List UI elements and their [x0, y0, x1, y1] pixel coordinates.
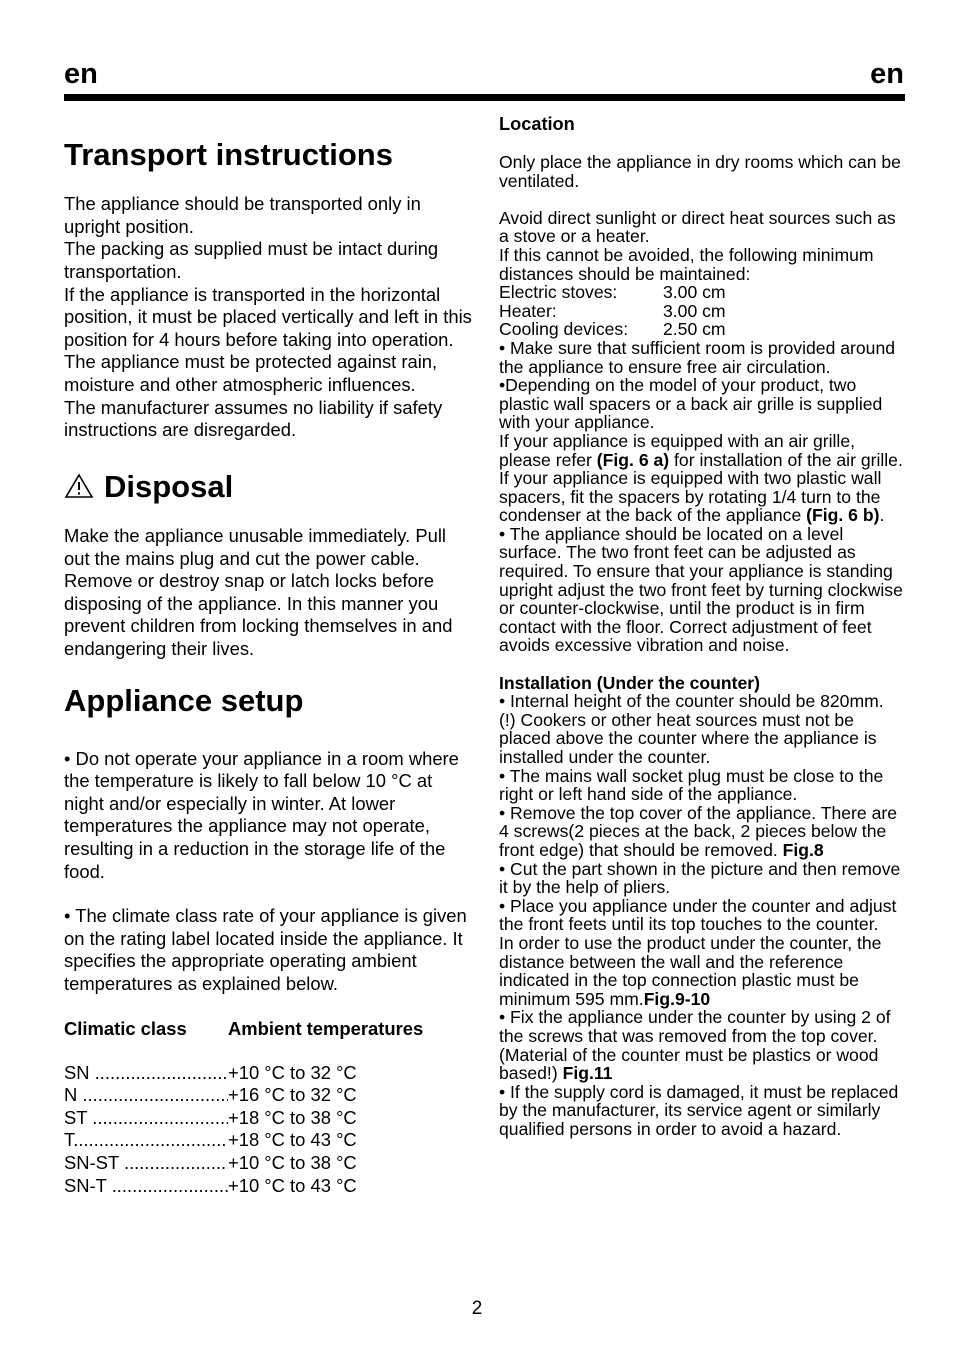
location-paragraph: • Make sure that sufficient room is provided around the appliance to ensure free air circulation.: [499, 337, 896, 377]
location-paragraph: Only place the appliance in dry rooms which can be ventilated.: [499, 152, 901, 191]
climate-class: T .....: [64, 1129, 228, 1152]
left-column: [64, 130, 474, 1197]
location-paragraph: • The appliance should be located on a level surface. The two front feet can be adjusted as required. To ensure that your appliance is standing upright adjust the two front feet by turning clockwise or counter-clockwise, until the product is in firm contact with the floor. Correct adjustment of feet avoids excessive vibration and noise.: [499, 523, 903, 656]
installation-paragraph: • Place you appliance under the counter and adjust the front feets until its top touches to the counter.: [499, 895, 897, 935]
figure-reference: Fig.8: [782, 839, 824, 860]
distance-value: 3.00 cm: [663, 282, 726, 303]
location-paragraph: [499, 432, 909, 469]
climate-table: [64, 1062, 474, 1198]
setup-title: Appliance setup: [64, 683, 304, 719]
climate-row: [64, 1062, 474, 1085]
climate-class: ST .....: [64, 1107, 228, 1130]
location-paragraph: •Depending on the model of your product, two plastic wall spacers or a back air grille is supplied with your appliance.: [499, 375, 883, 433]
location-paragraph: If this cannot be avoided, the following minimum distances should be maintained:: [499, 244, 874, 284]
transport-title: Transport instructions: [64, 137, 393, 172]
transport-paragraph: If the appliance is transported in the horizontal position, it must be placed vertically and left in this position for 4 hours before taking into operation.: [64, 283, 472, 350]
distance-row: [499, 283, 909, 302]
climate-temp: +10 °C to 32 °C: [228, 1061, 357, 1083]
installation-paragraph: • The mains wall socket plug must be close to the right or left hand side of the appliance.: [499, 765, 884, 805]
text-run: for installation of the air grille.: [669, 449, 903, 470]
text-run: .: [879, 505, 885, 526]
distance-label: Electric stoves:: [499, 282, 618, 303]
installation-paragraph: [499, 934, 909, 1008]
setup-bullet: • The climate class rate of your appliance is given on the rating label located inside the appliance. It specifies the appropriate operating ambient temperatures as explained below.: [64, 905, 467, 994]
warning-triangle-icon: [64, 473, 94, 499]
climate-row: [64, 1152, 474, 1175]
climate-header-temp: Ambient temperatures: [228, 1017, 424, 1039]
right-column: [499, 113, 909, 1138]
climate-row: [64, 1084, 474, 1107]
climate-class: SN .....: [64, 1062, 228, 1085]
transport-paragraph: The appliance must be protected against rain, moisture and other atmospheric influences.: [64, 351, 438, 395]
installation-paragraph: (!) Cookers or other heat sources must not be placed above the counter where the appliance is installed under the counter.: [499, 709, 877, 767]
installation-paragraph: • If the supply cord is damaged, it must be replaced by the manufacturer, its service agent or similarly qualified persons in order to avoid a hazard.: [499, 1081, 899, 1139]
climate-temp: +10 °C to 43 °C: [228, 1174, 357, 1196]
page-number: 2: [471, 1298, 483, 1319]
distance-value: 2.50 cm: [663, 319, 726, 340]
installation-paragraph: [499, 804, 909, 860]
climate-temp: +18 °C to 38 °C: [228, 1106, 357, 1128]
installation-title: Installation (Under the counter): [499, 672, 760, 693]
installation-paragraph: • Internal height of the counter should be 820mm.: [499, 691, 884, 712]
climate-temp: +10 °C to 38 °C: [228, 1151, 357, 1173]
figure-reference: Fig.11: [562, 1063, 613, 1084]
disposal-title: Disposal: [104, 468, 234, 504]
climate-row: [64, 1175, 474, 1198]
location-paragraph: [499, 469, 909, 525]
language-label-left: en: [64, 58, 98, 90]
text-run: In order to use the product under the counter, the distance between the wall and the reference indicated in the top connection plastic must be minimum 595 mm.: [499, 932, 882, 1009]
transport-body: [64, 193, 474, 442]
figure-reference: Fig.9-10: [643, 988, 711, 1009]
climate-class: SN-T .....: [64, 1175, 228, 1198]
transport-paragraph: The packing as supplied must be intact during transportation.: [64, 238, 439, 282]
climate-table-header: [64, 1018, 474, 1040]
climate-temp: +18 °C to 43 °C: [228, 1129, 357, 1151]
distance-value: 3.00 cm: [663, 300, 726, 321]
text-run: If your appliance is equipped with an air grille, please refer: [499, 430, 855, 470]
distance-row: [499, 320, 909, 339]
text-run: If your appliance is equipped with two plastic wall spacers, fit the spacers by rotating 1/4 turn to the condenser at the back of the appliance: [499, 468, 882, 526]
climate-row: [64, 1129, 474, 1152]
text-run: • Fix the appliance under the counter by using 2 of the screws that was removed from the top cover.(Material of the counter must be plastics or wood based!): [499, 1007, 891, 1084]
distance-row: [499, 302, 909, 321]
disposal-heading: [64, 468, 474, 505]
figure-reference: (Fig. 6 a): [596, 449, 670, 470]
transport-paragraph: The appliance should be transported only in upright position.: [64, 193, 421, 237]
language-label-right: en: [870, 58, 904, 90]
setup-bullet: • Do not operate your appliance in a room where the temperature is likely to fall below 10 °C at night and/or especially in winter. At lower temperatures the appliance may not operate, resulting in a reduction in the storage life of the food.: [64, 747, 459, 882]
figure-reference: (Fig. 6 b): [806, 505, 880, 526]
location-title: Location: [499, 114, 575, 134]
climate-row: [64, 1107, 474, 1130]
climate-class: SN-ST .....: [64, 1152, 228, 1175]
transport-paragraph: The manufacturer assumes no liability if safety instructions are disregarded.: [64, 396, 443, 441]
text-run: • Remove the top cover of the appliance. There are 4 screws(2 pieces at the back, 2 pieces below the front edge) that should be removed.: [499, 802, 898, 860]
distance-label: Cooling devices:: [499, 319, 629, 340]
installation-paragraph: [499, 1008, 909, 1082]
climate-class: N .....: [64, 1084, 228, 1107]
climate-header-class: Climatic class: [64, 1017, 187, 1039]
climate-temp: +16 °C to 32 °C: [228, 1084, 357, 1106]
distance-label: Heater:: [499, 300, 557, 321]
disposal-body: Make the appliance unusable immediately. Pull out the mains plug and cut the power cable. Remove or destroy snap or latch locks before disposing of the appliance. In this manner you prevent children from locking themselves in and endangering their lives.: [64, 524, 453, 659]
installation-paragraph: • Cut the part shown in the picture and then remove it by the help of pliers.: [499, 858, 901, 898]
header-rule: [64, 94, 905, 101]
location-paragraph: Avoid direct sunlight or direct heat sources such as a stove or a heater.: [499, 207, 896, 247]
